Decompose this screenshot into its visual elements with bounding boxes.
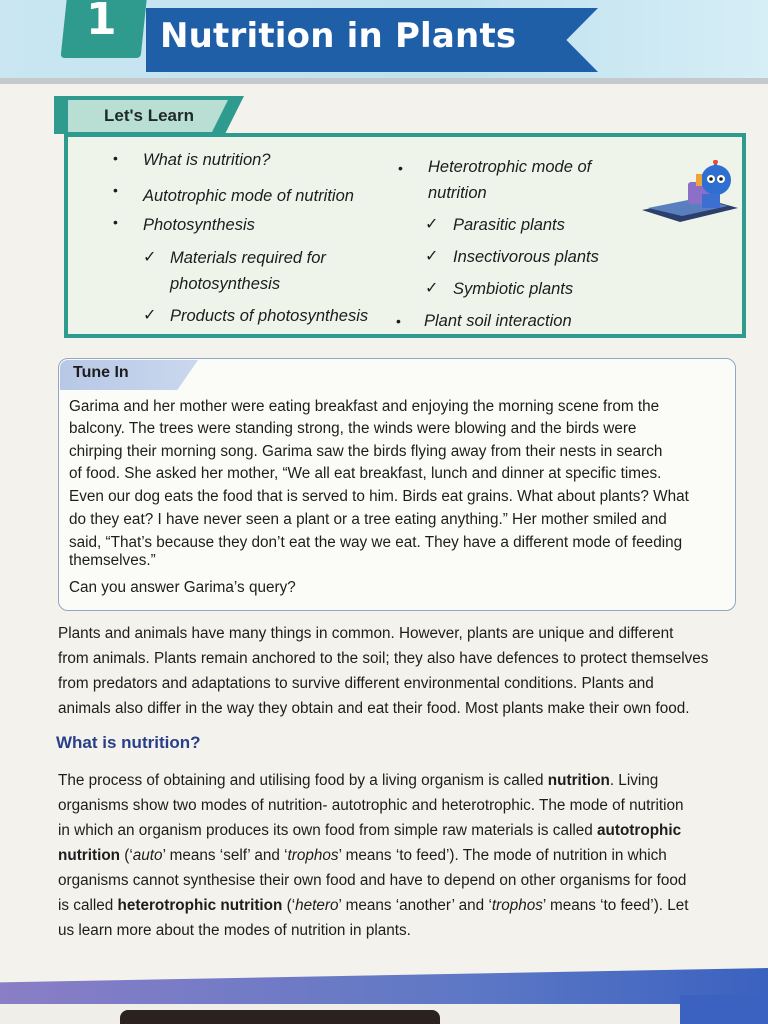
tune-in-box (58, 358, 736, 611)
text-run: ’ means ‘another’ and ‘ (338, 897, 492, 914)
page-tab (680, 995, 768, 1024)
intro-line: animals also differ in the way they obtain and eat their food. Most plants make their own food. (58, 700, 690, 717)
tune-in-line: balcony. The trees were standing strong, the winds were blowing and the birds were (69, 420, 637, 437)
text-run: (‘ (120, 847, 133, 864)
robot-laptop-icon (640, 160, 740, 230)
term-nutrition: nutrition (547, 772, 610, 789)
tune-in-line: Garima and her mother were eating breakfast and enjoying the morning scene from the (69, 398, 660, 415)
tune-in-line: of food. She asked her mother, “We all eat breakfast, lunch and dinner at specific times. (69, 465, 662, 482)
tune-in-line: chirping their morning song. Garima saw the birds flying away from their nests in search (69, 443, 663, 460)
bullet-icon: • (396, 313, 401, 329)
text-run: The process of obtaining and utilising food by a living organism is called (58, 772, 548, 789)
lets-learn-title: Let's Learn (104, 106, 195, 125)
learn-subitem-parasitic: Parasitic plants (453, 216, 565, 234)
text-run: ’ means ‘to feed’). Let (542, 897, 689, 914)
bullet-icon: • (113, 214, 118, 230)
tune-in-title: Tune In (73, 364, 129, 381)
check-icon: ✓ (143, 249, 157, 266)
term-heterotrophic-nutrition: heterotrophic nutrition (117, 897, 283, 914)
chapter-number: 1 (86, 0, 117, 45)
intro-line: from animals. Plants remain anchored to the soil; they also have defences to protect themselves (58, 650, 709, 667)
text-run: in which an organism produces its own food from simple raw materials is called (58, 822, 598, 839)
term-trophos: trophos (491, 897, 543, 914)
tune-in-line: do they eat? I have never seen a plant or a tree eating anything.” Her mother smiled and (69, 511, 667, 528)
footer-shadow (120, 1010, 440, 1024)
term-auto: auto (132, 847, 163, 864)
learn-item-what-is-nutrition: What is nutrition? (143, 151, 271, 169)
learn-subitem-products: Products of photosynthesis (170, 307, 369, 325)
learn-subitem-materials-cont: photosynthesis (170, 275, 281, 293)
learn-item-autotrophic: Autotrophic mode of nutrition (143, 187, 354, 205)
nutrition-line-7: us learn more about the modes of nutrition in plants. (58, 922, 411, 939)
tune-in-question: Can you answer Garima’s query? (69, 579, 296, 596)
learn-item-heterotrophic: Heterotrophic mode of (428, 158, 592, 176)
text-run: is called (58, 897, 118, 914)
text-run: . Living (609, 772, 659, 789)
text-run: ’ means ‘self’ and ‘ (162, 847, 288, 864)
nutrition-line-4 (58, 847, 667, 865)
learn-subitem-materials: Materials required for (170, 249, 326, 267)
check-icon: ✓ (425, 280, 439, 297)
learn-item-heterotrophic-cont: nutrition (428, 184, 487, 202)
learn-item-plant-soil: Plant soil interaction (424, 312, 572, 330)
check-icon: ✓ (425, 248, 439, 265)
nutrition-line-2: organisms show two modes of nutrition- autotrophic and heterotrophic. The mode of nutrition (58, 797, 684, 814)
learn-subitem-symbiotic: Symbiotic plants (453, 280, 574, 298)
bullet-icon: • (113, 182, 118, 198)
chapter-title: Nutrition in Plants (160, 16, 517, 56)
nutrition-line-5: organisms cannot synthesise their own food and have to depend on other organisms for food (58, 872, 687, 889)
text-run: (‘ (282, 897, 296, 914)
intro-line: from predators and adaptations to survive different environmental conditions. Plants and (58, 675, 654, 692)
footer-band (0, 968, 768, 1004)
nutrition-line-1 (58, 772, 658, 790)
nutrition-line-3 (58, 822, 681, 840)
intro-line: Plants and animals have many things in common. However, plants are unique and different (58, 625, 674, 642)
term-autotrophic: autotrophic (597, 822, 682, 839)
bullet-icon: • (398, 160, 403, 176)
text-run: ’ means ‘to feed’). The mode of nutrition in which (338, 847, 667, 864)
nutrition-line-6 (58, 897, 689, 915)
check-icon: ✓ (143, 307, 157, 324)
header-divider (0, 78, 768, 84)
term-trophos: trophos (287, 847, 339, 864)
term-nutrition: nutrition (58, 847, 121, 864)
check-icon: ✓ (425, 216, 439, 233)
bullet-icon: • (113, 150, 118, 166)
term-hetero: hetero (295, 897, 339, 914)
learn-subitem-insectivorous: Insectivorous plants (453, 248, 599, 266)
section-heading-what-is-nutrition: What is nutrition? (56, 733, 201, 752)
learn-item-photosynthesis: Photosynthesis (143, 216, 255, 234)
tune-in-line: said, “That’s because they don’t eat the way we eat. They have a different mode of feeding (69, 534, 683, 551)
tune-in-line: Even our dog eats the food that is served to him. Birds eat grains. What about plants? What (69, 488, 689, 505)
tune-in-line: themselves.” (69, 552, 156, 569)
